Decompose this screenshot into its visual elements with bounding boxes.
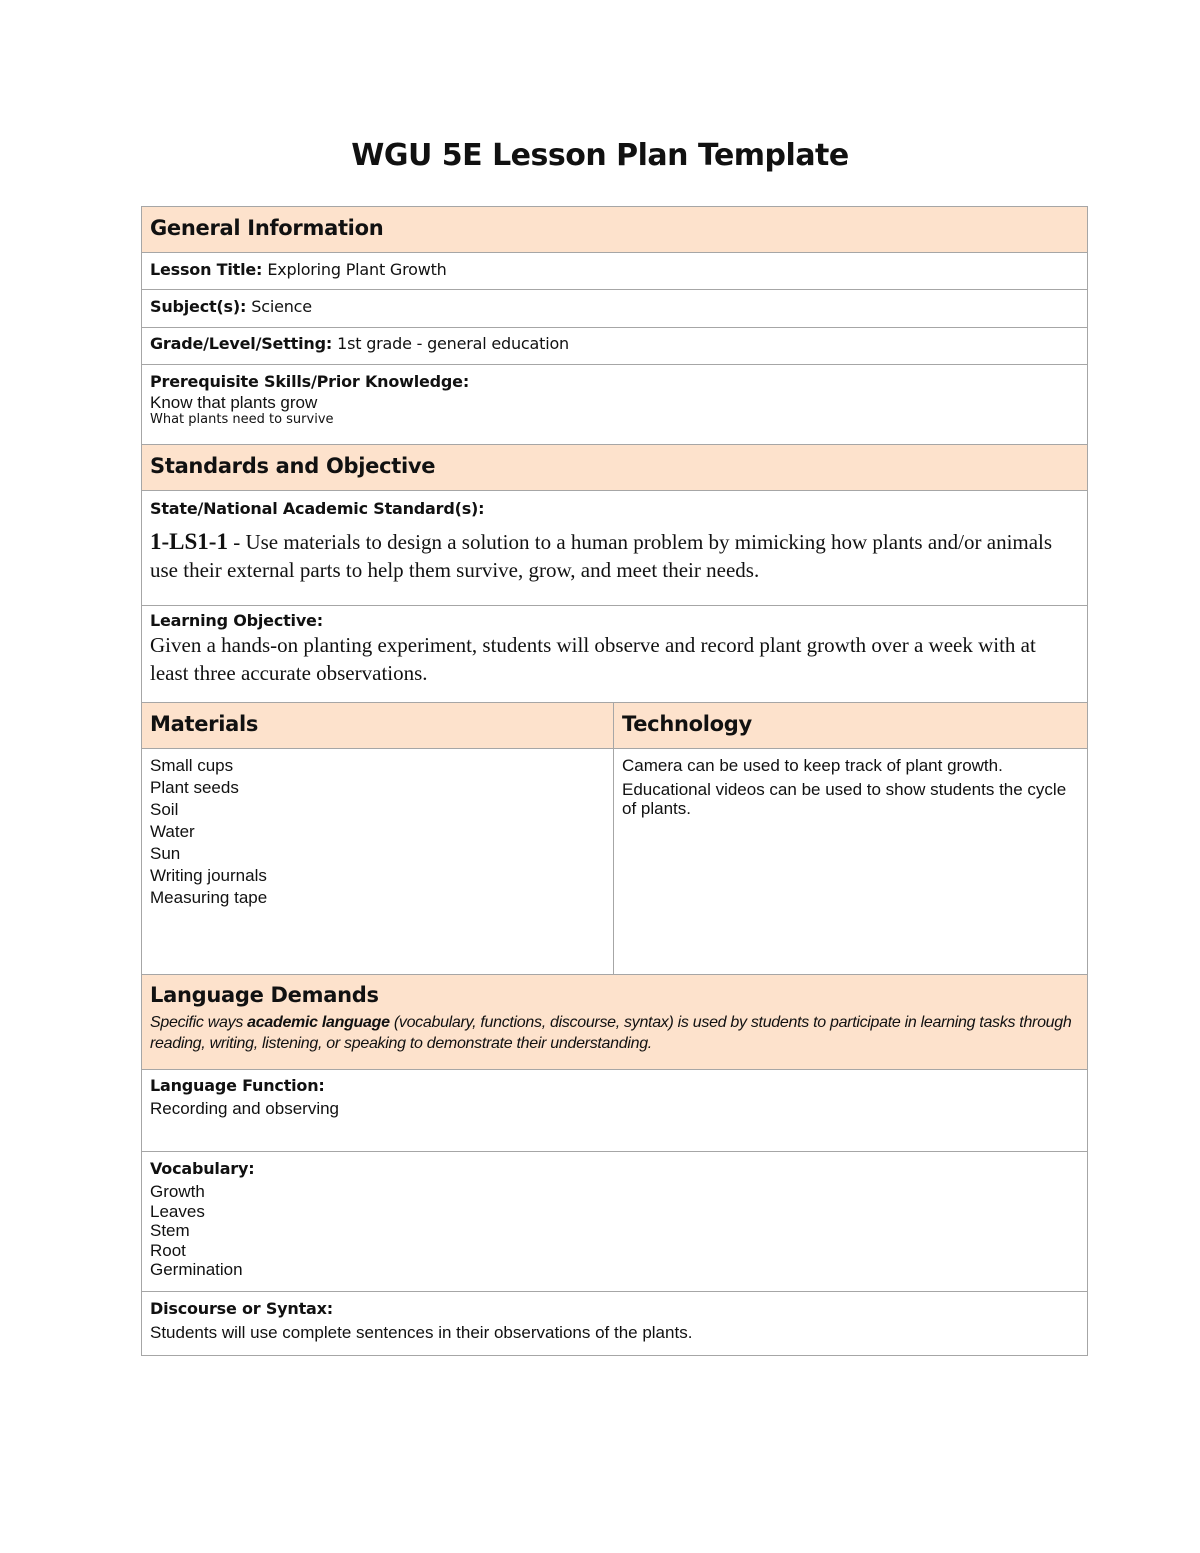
- vocabulary-list: [150, 1182, 1079, 1280]
- standard-code: 1-LS1-1: [150, 529, 228, 554]
- prerequisite-label: Prerequisite Skills/Prior Knowledge:: [150, 372, 470, 391]
- list-item: Leaves: [150, 1201, 205, 1221]
- lesson-title-value: Exploring Plant Growth: [267, 260, 447, 279]
- objective-row: [142, 606, 1088, 703]
- technology-line: Educational videos can be used to show students the cycle of plants.: [622, 779, 1067, 818]
- language-function-cell: [142, 1070, 1088, 1152]
- standard-text: [150, 528, 1079, 584]
- subjects-cell: [142, 290, 1088, 328]
- lesson-title-row: [142, 253, 1088, 290]
- discourse-row: [142, 1292, 1088, 1356]
- language-function-label: Language Function:: [150, 1076, 325, 1095]
- standard-label: State/National Academic Standard(s):: [150, 499, 485, 518]
- list-item: Stem: [150, 1221, 190, 1240]
- subjects-label: Subject(s):: [150, 297, 247, 316]
- subjects-value: Science: [251, 297, 312, 316]
- section-header: [614, 703, 1088, 749]
- lesson-title-cell: [142, 253, 1088, 290]
- section-header: [142, 207, 1088, 253]
- document-title: WGU 5E Lesson Plan Template: [351, 138, 849, 173]
- lesson-title-label: Lesson Title:: [150, 260, 263, 279]
- prerequisite-line: Know that plants grow: [150, 393, 318, 412]
- description-emphasis: academic language: [247, 1014, 390, 1031]
- language-demands-header: Language Demands: [150, 983, 379, 1007]
- prerequisite-line: What plants need to survive: [150, 412, 334, 427]
- language-header-row: [142, 975, 1088, 1070]
- prerequisite-cell: [142, 365, 1088, 445]
- technology-header: Technology: [622, 712, 752, 736]
- grade-label: Grade/Level/Setting:: [150, 334, 333, 353]
- objective-text: Given a hands-on planting experiment, students will observe and record plant growth over a week with at least three accurate observations.: [150, 633, 1036, 685]
- materials-list: [150, 755, 605, 909]
- grade-row: [142, 328, 1088, 365]
- language-function-value: Recording and observing: [150, 1099, 340, 1118]
- materials-header: Materials: [150, 712, 259, 736]
- objective-label: Learning Objective:: [150, 611, 323, 630]
- section-header: [142, 703, 614, 749]
- vocabulary-row: [142, 1152, 1088, 1292]
- list-item: Sun: [150, 844, 181, 863]
- technology-line: Camera can be used to keep track of plant growth.: [622, 756, 1003, 775]
- standards-header: Standards and Objective: [150, 454, 436, 478]
- grade-value: 1st grade - general education: [337, 334, 569, 353]
- subjects-row: [142, 290, 1088, 328]
- standard-description: - Use materials to design a solution to a human problem by mimicking how plants and/or animals use their external parts to help them survive, grow, and meet their needs.: [150, 530, 1053, 582]
- list-item: Measuring tape: [150, 888, 268, 907]
- prerequisite-row: [142, 365, 1088, 445]
- list-item: Plant seeds: [150, 778, 239, 797]
- technology-cell: [614, 749, 1088, 975]
- language-demands-description: [150, 1012, 1079, 1054]
- section-header: [142, 445, 1088, 491]
- description-text: (vocabulary, functions, discourse, syntax) is used by students to participate in learning tasks through reading, writing, listening, or speaking to demonstrate their understanding.: [150, 1014, 1072, 1052]
- lesson-plan-table: [141, 206, 1088, 1356]
- list-item: Germination: [150, 1260, 243, 1279]
- section-header: [142, 975, 1088, 1070]
- description-text: Specific ways: [150, 1014, 248, 1031]
- standard-cell: [142, 491, 1088, 606]
- materials-technology-header-row: [142, 703, 1088, 749]
- list-item: Small cups: [150, 756, 234, 775]
- vocabulary-label: Vocabulary:: [150, 1159, 255, 1178]
- language-function-row: [142, 1070, 1088, 1152]
- standard-row: [142, 491, 1088, 606]
- vocabulary-cell: [142, 1152, 1088, 1292]
- materials-cell: [142, 749, 614, 975]
- objective-cell: [142, 606, 1088, 703]
- general-information-header-row: [142, 207, 1088, 253]
- grade-cell: [142, 328, 1088, 365]
- discourse-label: Discourse or Syntax:: [150, 1299, 333, 1318]
- list-item: Growth: [150, 1182, 205, 1201]
- discourse-value: Students will use complete sentences in their observations of the plants.: [150, 1323, 693, 1342]
- list-item: Soil: [150, 800, 179, 819]
- standards-header-row: [142, 445, 1088, 491]
- list-item: Water: [150, 822, 195, 841]
- discourse-cell: [142, 1292, 1088, 1356]
- list-item: Writing journals: [150, 866, 267, 885]
- materials-technology-row: [142, 749, 1088, 975]
- list-item: Root: [150, 1240, 186, 1260]
- general-information-header: General Information: [150, 216, 384, 240]
